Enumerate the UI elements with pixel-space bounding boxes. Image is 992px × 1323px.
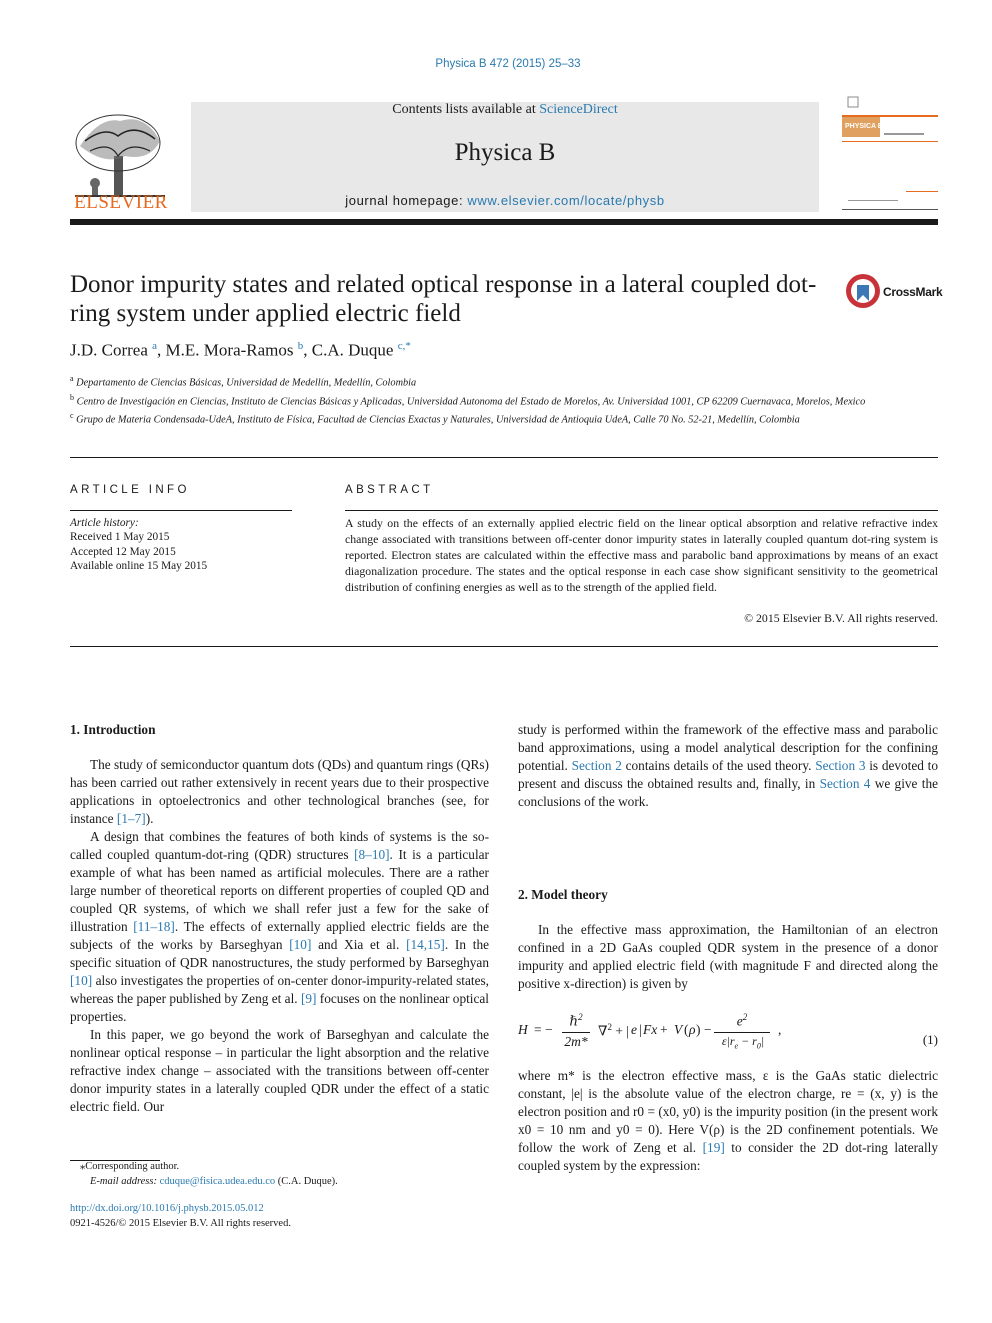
divider [70,646,938,647]
author-name[interactable]: J.D. Correa [70,340,148,360]
journal-citation[interactable]: Physica B 472 (2015) 25–33 [435,58,581,70]
ref-link[interactable]: [1–7] [116,811,146,826]
introduction-heading: 1. Introduction [70,722,156,737]
email-note: E-mail address: cduque@fisica.udea.edu.co (C.A. Duque). [90,1176,338,1187]
issn-line: 0921-4526/© 2015 Elsevier B.V. All rights reserved. [70,1218,291,1229]
corresponding-author-note: ⁎Corresponding author. [80,1161,180,1172]
section-link[interactable]: Section 3 [815,758,866,773]
divider [345,510,938,511]
model-paragraph-1: In the effective mass approximation, the Hamiltonian of an electron confined in a 2D GaAs coupled QDR system in the presence of a donor impurity and applied electric field (with magnitude F and directed along the positive x-direction) is given by [518,922,938,991]
ref-link[interactable]: [14,15] [406,937,445,952]
ref-link[interactable]: [8–10] [354,847,390,862]
cover-title: PHYSICA B [845,123,883,130]
received-date: Received 1 May 2015 [70,531,170,544]
affiliation [70,372,938,391]
sciencedirect-link[interactable]: ScienceDirect [539,102,618,117]
contents-line: Contents lists available at ScienceDirect [392,102,618,117]
affiliation-text: Departamento de Ciencias Básicas, Universidad de Medellín, Medellín, Colombia [76,377,417,389]
intro-paragraph-3: In this paper, we go beyond the work of Barseghyan and calculate the nonlinear optical response – in particular the light absorption and the relative refractive index change – associated with the transitions between off-center donor impurity states in a laterally coupled QDR under the effect of a static electric field. Our [70,1027,489,1114]
ref-link[interactable]: [10] [70,973,93,988]
header-rule [70,219,938,225]
author-separator: , [157,340,166,360]
author-list [70,340,411,361]
email-link[interactable]: cduque@fisica.udea.edu.co [159,1176,276,1187]
author-affiliation-marker[interactable]: b [297,340,304,352]
author-affiliation-marker[interactable]: a [152,340,158,352]
affiliation-marker: a [70,374,74,383]
ref-link[interactable]: [9] [300,991,317,1006]
affiliation-marker: c [70,411,74,421]
crossmark-icon[interactable] [845,273,881,309]
journal-homepage: journal homepage: www.elsevier.com/locate/physb [345,193,665,208]
intro-continuation: study is performed within the framework of the effective mass and parabolic band approximations, using a model analytical description for the confining potential. Section 2 contains details of the used theory. Section 3 is devoted to present and discuss the obtained results and, finally, in Section 4 we give the conclusions of the work. [518,722,939,809]
doi-link[interactable]: http://dx.doi.org/10.1016/j.physb.2015.05.012 [70,1203,264,1214]
article-history [70,516,207,573]
intro-paragraph-1: The study of semiconductor quantum dots (QDs) and quantum rings (QRs) has been carried out rather extensively in recent years due to their prospective applications in optoelectronics and other technological branches (see, for instance [1–7]). [70,757,489,826]
abstract-text: A study on the effects of an externally applied electric field on the linear optical absorption and relative refractive index change associated with transitions between off-center donor impurity states in laterally coupled quantum dot-ring system is reported. Electron states are calculated within the effective mass and parabolic band approximations by means of an exact diagonalization procedure. The states and the optical response in each case show significant sensitivity to the geometrical distribution of confining energies as well as to the strength of the applied field. [345,516,938,594]
homepage-link[interactable]: www.elsevier.com/locate/physb [467,193,665,208]
divider [70,510,292,511]
affiliation [70,391,938,410]
right-column-top [518,721,938,811]
affiliation-text: Centro de Investigación en Ciencias, Instituto de Ciencias Básicas y Aplicadas, Universidad Autonoma del Estado de Morelos, Av. Universidad 1001, CP 62209 Cuernavaca, Morelos, Mexico [76,396,866,408]
author-separator: , [303,340,312,360]
section-link[interactable]: Section 4 [819,776,871,791]
online-date: Available online 15 May 2015 [70,559,208,572]
crossmark-label[interactable]: CrossMark [883,285,943,299]
affiliation-text: Grupo de Materia Condensada-UdeA, Instituto de Física, Facultad de Ciencias Exactas y Naturales, Universidad de Antioquia UdeA, Calle 70 No. 52-21, Medellín, Colombia [76,414,800,426]
author-name[interactable]: C.A. Duque [311,340,394,360]
equation-1: H = − ℏ$^2$ 2m* ∇$^2$ + | e | Fx + V ( ρ ) − $e^2$ $\varepsilon|r_e - r_0|$ , (1) [518,1012,938,1051]
author-name[interactable]: M.E. Mora-Ramos [165,340,294,360]
journal-cover-image[interactable] [842,95,938,213]
journal-name: Physica B [454,139,556,166]
left-column [70,721,489,1116]
intro-paragraph-2: A design that combines the features of both kinds of systems is the so-called coupled quantum-dot-ring (QDR) structures [8–10]. It is a particular example of what has been named as artificial molecules. There are a rather large number of theoretical reports on different properties of coupled QD and coupled QR systems, of which we shall refer just a few for the sake of illustration [11–18]. The effects of externally applied electric fields are the subjects of the works by Barseghyan [10] and Xia et al. [14,15]. In the specific situation of QDR nanostructures, the study performed by Barseghyan [10] also investigates the properties of on-center donor-impurity-related states, whereas the paper published by Zeng et al. [9] focuses on the nonlinear optical properties. [70,829,489,1024]
article-info-heading: ARTICLE INFO [70,484,190,496]
ref-link[interactable]: [11–18] [133,919,175,934]
section-link[interactable]: Section 2 [571,758,622,773]
accepted-date: Accepted 12 May 2015 [70,545,176,558]
affiliations [70,372,938,428]
affiliation [70,409,938,428]
article-title: Donor impurity states and related optical response in a lateral coupled dot-ring system under applied electric field [70,271,817,327]
abstract-copyright: © 2015 Elsevier B.V. All rights reserved. [744,611,938,625]
ref-link[interactable]: [10] [289,937,312,952]
abstract-heading: ABSTRACT [345,484,434,496]
history-label: Article history: [70,517,139,529]
divider [70,457,938,458]
model-theory-heading: 2. Model theory [518,887,608,902]
model-paragraph-2: where m* is the electron effective mass, ε is the GaAs static dielectric constant, |e| is the absolute value of the electron charge, re = (x, y) is the electron position and r0 = (x0, y0) is the impurity position (in the present work x0 = 10 nm and y0 = 0). Here V(ρ) is the 2D confinement potentials. We follow the work of Zeng et al. [19] to consider the 2D dot-ring laterally coupled system by the expression: [518,1068,938,1173]
author-affiliation-marker[interactable]: c,* [397,340,411,352]
elsevier-wordmark: ELSEVIER [74,192,168,213]
affiliation-marker: b [70,392,74,402]
equation-number: (1) [922,1032,938,1047]
ref-link[interactable]: [19] [702,1140,725,1155]
